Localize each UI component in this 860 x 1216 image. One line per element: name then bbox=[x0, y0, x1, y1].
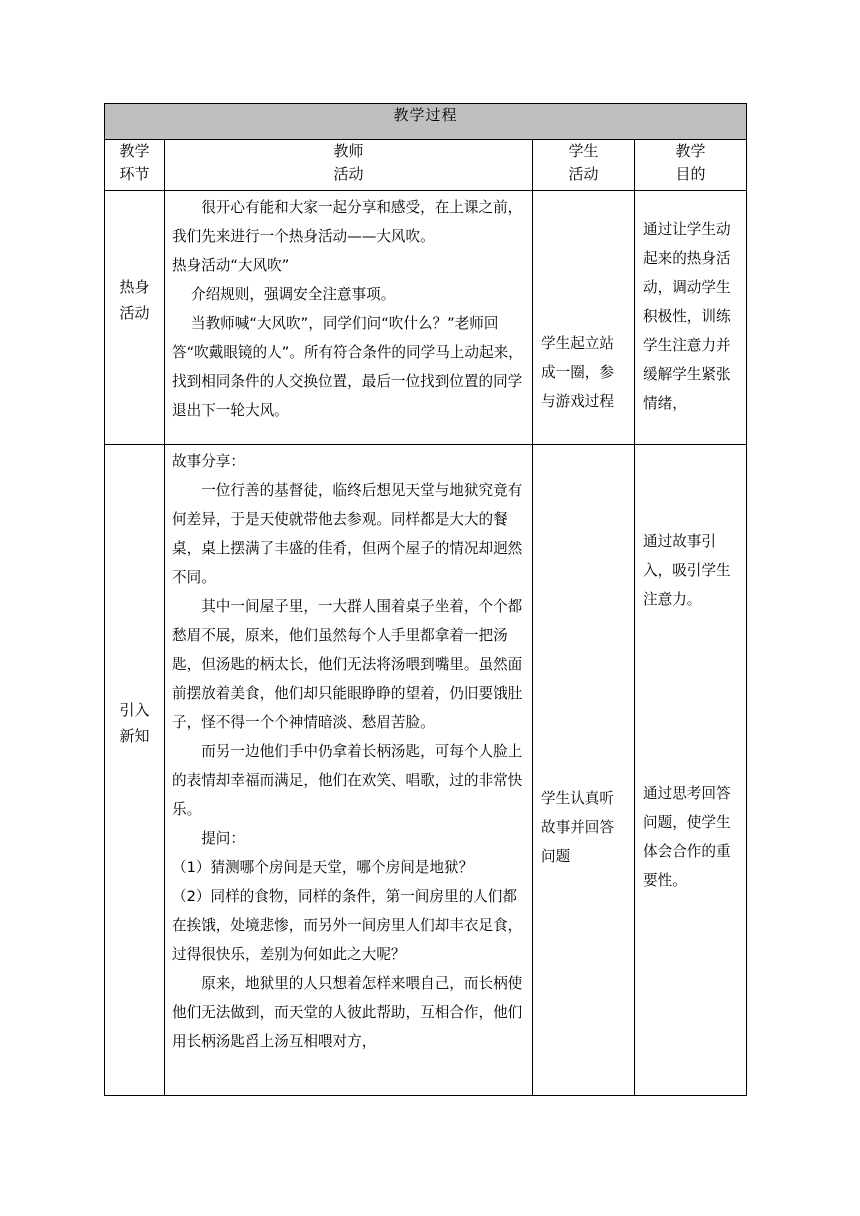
header-student bbox=[533, 140, 635, 191]
student-activity-warmup bbox=[533, 191, 635, 445]
purpose-warmup bbox=[635, 191, 747, 445]
header-stage-line2: 环节 bbox=[119, 165, 150, 183]
teacher-activity-intro bbox=[165, 445, 533, 1096]
header-student-line2: 活动 bbox=[568, 165, 599, 183]
stage-cell-warmup bbox=[105, 191, 165, 445]
student-activity-text: 学生起立站成一圈，参与游戏过程 bbox=[541, 335, 614, 410]
table-row-warmup bbox=[105, 191, 747, 445]
teacher-paragraph: 故事分享： bbox=[172, 453, 245, 470]
stage-intro-line1: 引入 bbox=[119, 701, 150, 719]
header-teacher-line2: 活动 bbox=[333, 165, 364, 183]
stage-warmup-line2: 活动 bbox=[119, 304, 150, 322]
header-purpose bbox=[635, 140, 747, 191]
header-teacher bbox=[165, 140, 533, 191]
stage-warmup-line1: 热身 bbox=[119, 278, 150, 296]
teacher-paragraph: 而另一边他们手中仍拿着长柄汤匙，可每个人脸上的表情却幸福而满足，他们在欢笑、唱歌，过的非常快乐。 bbox=[172, 743, 523, 818]
header-purpose-line2: 目的 bbox=[675, 165, 706, 183]
table-title-row bbox=[105, 104, 747, 140]
purpose-intro bbox=[635, 445, 747, 1096]
teacher-paragraph: （1）猜测哪个房间是天堂，哪个房间是地狱？ bbox=[172, 859, 474, 876]
header-teacher-line1: 教师 bbox=[333, 142, 364, 160]
header-stage bbox=[105, 140, 165, 191]
teacher-paragraph: 原来，地狱里的人只想着怎样来喂自己，而长柄使他们无法做到，而天堂的人彼此帮助，互相合作，他们用长柄汤匙舀上汤互相喂对方， bbox=[172, 975, 523, 1050]
teaching-process-table bbox=[104, 103, 747, 1096]
teacher-paragraph: 提问： bbox=[201, 830, 245, 847]
teacher-activity-warmup bbox=[165, 191, 533, 445]
teacher-paragraph: 其中一间屋子里，一大群人围着桌子坐着，个个都愁眉不展，原来，他们虽然每个人手里都拿着一把汤匙，但汤匙的柄太长，他们无法将汤喂到嘴里。虽然面前摆放着美食，他们却只能眼睁睁的望着，仍旧要饿肚子，怪不得一个个神情暗淡、愁眉苦脸。 bbox=[172, 598, 523, 731]
student-activity-intro bbox=[533, 445, 635, 1096]
teacher-paragraph: 热身活动“大风吹” bbox=[172, 257, 290, 274]
student-activity-text: 学生认真听故事并回答问题 bbox=[541, 790, 614, 865]
header-row bbox=[105, 140, 747, 191]
stage-cell-intro bbox=[105, 445, 165, 1096]
stage-intro-line2: 新知 bbox=[119, 727, 150, 745]
teacher-paragraph: （2）同样的食物，同样的条件，第一间房里的人们都在挨饿，处境悲惨，而另外一间房里人们却丰衣足食，过得很快乐，差别为何如此之大呢？ bbox=[172, 888, 523, 963]
table-row-intro bbox=[105, 445, 747, 1096]
table-title: 教学过程 bbox=[105, 104, 747, 140]
purpose-text: 通过让学生动起来的热身活动，调动学生积极性，训练学生注意力并缓解学生紧张情绪， bbox=[643, 221, 731, 412]
teacher-paragraph: 当教师喊“大风吹”，同学们问“吹什么？”老师回答“吹戴眼镜的人”。所有符合条件的同学马上动起来，找到相同条件的人交换位置，最后一位找到位置的同学退出下一轮大风。 bbox=[172, 315, 523, 419]
header-stage-line1: 教学 bbox=[119, 142, 150, 160]
header-student-line1: 学生 bbox=[568, 142, 599, 160]
teacher-paragraph: 很开心有能和大家一起分享和感受，在上课之前，我们先来进行一个热身活动——大风吹。 bbox=[172, 199, 523, 245]
purpose-text: 通过思考回答问题，使学生体会合作的重要性。 bbox=[643, 785, 731, 889]
teacher-paragraph: 一位行善的基督徒，临终后想见天堂与地狱究竟有何差异，于是天使就带他去参观。同样都是大大的餐桌，桌上摆满了丰盛的佳肴，但两个屋子的情况却迥然不同。 bbox=[172, 482, 523, 586]
purpose-text: 通过故事引入，吸引学生注意力。 bbox=[643, 533, 731, 608]
teacher-paragraph: 介绍规则，强调安全注意事项。 bbox=[190, 286, 396, 303]
header-purpose-line1: 教学 bbox=[675, 142, 706, 160]
